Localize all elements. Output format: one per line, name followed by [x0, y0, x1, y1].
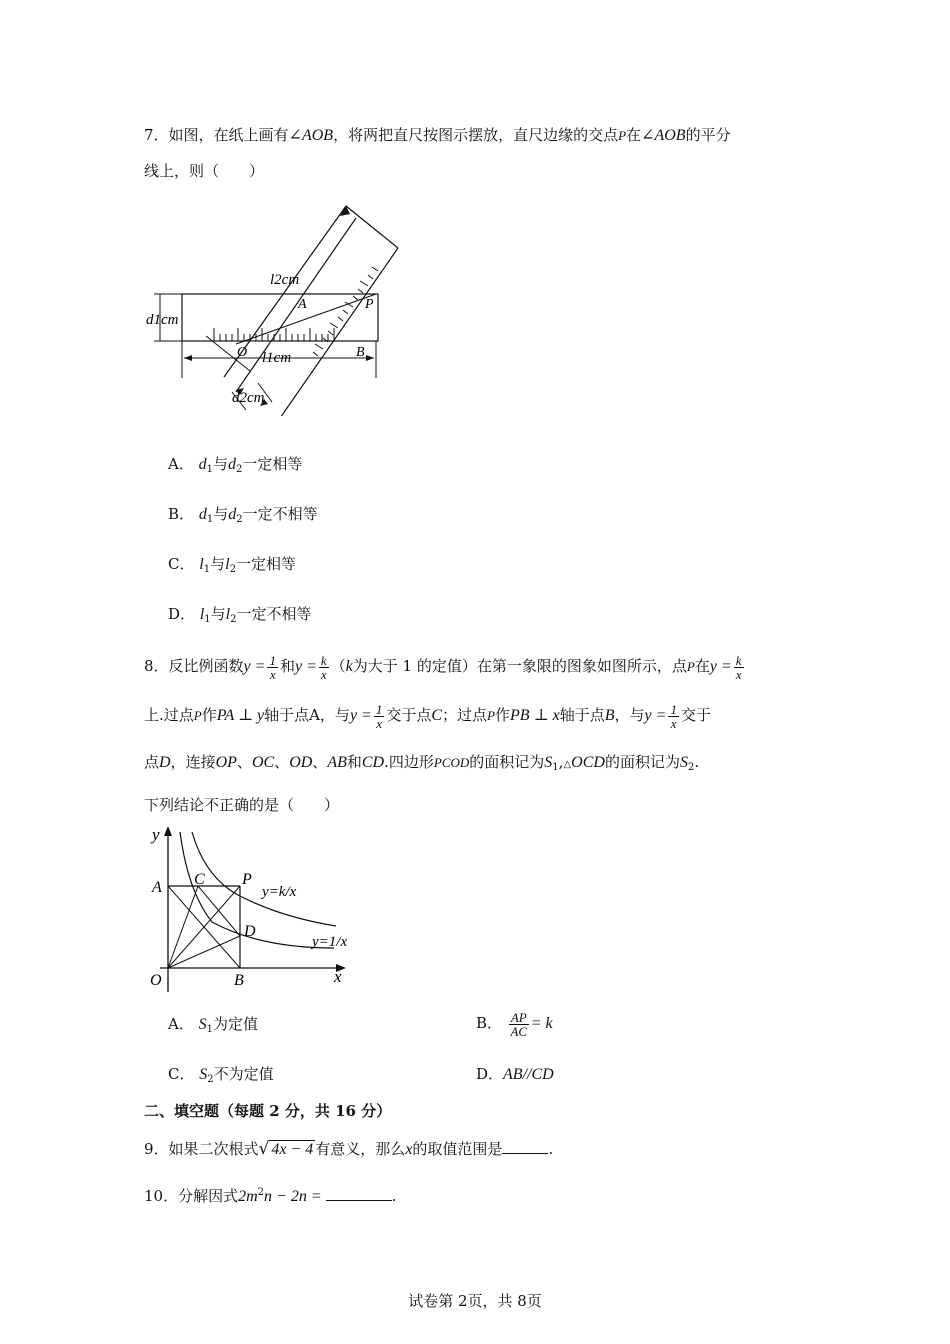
label-p: P — [365, 297, 374, 312]
var-x: x — [405, 1141, 413, 1158]
label-d: D — [244, 923, 256, 940]
option-letter: B． — [168, 505, 195, 523]
text: 一定相等 — [235, 555, 296, 573]
curve-y-1-over-x — [180, 832, 334, 948]
radicand: 4x − 4 — [271, 1141, 314, 1158]
answer-blank[interactable] — [502, 1139, 548, 1154]
text: ；过点 — [442, 706, 488, 724]
section-2-title: 二、填空题（每题 2 分，共 16 分） — [144, 1102, 392, 1120]
label-d1: d1cm — [146, 312, 179, 328]
y-eq: y = — [294, 658, 317, 675]
label-d2: d2cm — [232, 390, 265, 406]
page-footer: 试卷第 2页，共 8页 — [408, 1292, 542, 1310]
seg-od: OD — [289, 754, 313, 771]
dot: . — [694, 753, 700, 771]
triangle-symbol: △ — [563, 759, 572, 770]
pb-perp-x: PB ⊥ x — [510, 707, 560, 724]
y-eq: y = — [243, 658, 266, 675]
label-l2: l2cm — [270, 272, 300, 288]
q8-option-c[interactable] — [168, 1063, 274, 1091]
num: k — [320, 652, 327, 668]
angle-aob: ∠AOB — [641, 127, 686, 144]
var: d — [198, 456, 207, 473]
var: l — [199, 556, 204, 573]
text: 一定不相等 — [242, 505, 318, 523]
text: 与 — [213, 455, 229, 473]
text: 9．如果二次根式 — [144, 1140, 259, 1158]
sub: 1 — [206, 464, 213, 475]
answer-blank[interactable] — [326, 1186, 392, 1201]
quad-pcod: PCOD — [433, 755, 470, 770]
var-s: S — [198, 1016, 207, 1033]
var-s: S — [679, 754, 688, 771]
text: 有意义，那么 — [315, 1140, 406, 1158]
label-l1: l1cm — [262, 350, 292, 366]
q7-option-d[interactable] — [168, 603, 312, 631]
point-c: C — [431, 707, 443, 724]
q8-option-a[interactable] — [168, 1013, 258, 1041]
q7-option-b[interactable] — [168, 503, 318, 531]
q7-option-a[interactable] — [168, 453, 302, 481]
text: 轴于点 — [559, 706, 605, 724]
seg-oc: OC — [251, 754, 275, 771]
text: 在 — [694, 657, 710, 675]
frac-1-x — [374, 703, 385, 730]
text: ，连接 — [170, 753, 216, 771]
horizontal-ruler — [182, 294, 378, 341]
point-b: B — [604, 707, 615, 724]
label-curve-1: y=1/x — [312, 934, 348, 950]
sup: 2 — [257, 1187, 265, 1198]
label-b: B — [234, 972, 244, 989]
q9 — [144, 1138, 553, 1161]
sub: 1 — [204, 614, 211, 625]
tri-ocd: OCD — [571, 754, 605, 771]
var: l — [225, 556, 230, 573]
text: 一定相等 — [242, 455, 303, 473]
q7-stem-line2: 线上，则（ ） — [144, 162, 265, 180]
text: 与 — [213, 505, 229, 523]
text: ，与 — [614, 706, 645, 724]
sub: 2 — [207, 1074, 214, 1085]
den: x — [269, 666, 276, 682]
option-letter: D． — [476, 1065, 504, 1083]
point-p: P — [686, 659, 695, 674]
q8-stem-line4: 下列结论不正确的是（ ） — [144, 796, 340, 814]
y-eq: y = — [644, 707, 667, 724]
var: l — [199, 606, 205, 623]
text: 与 — [210, 605, 226, 623]
q7-text: 在 — [626, 126, 642, 144]
option-letter: C． — [168, 555, 195, 573]
text: .四边形 — [384, 753, 434, 771]
sep: 、 — [274, 753, 290, 771]
point-p: P — [193, 708, 202, 723]
var: d — [228, 456, 237, 473]
text: 的面积记为 — [604, 753, 680, 771]
text: 交于点 — [386, 706, 432, 724]
q7-text: ，将两把直尺按图示摆放，直尺边缘的交点 — [333, 126, 619, 144]
var: d — [198, 506, 207, 523]
text: 和 — [279, 657, 295, 675]
sub: 2 — [229, 564, 236, 575]
den: AC — [510, 1023, 528, 1039]
frac-k-x — [734, 654, 744, 681]
text: 为定值 — [213, 1015, 259, 1033]
label-p: P — [242, 871, 252, 888]
frac-1-x — [668, 703, 679, 730]
num: 1 — [670, 701, 677, 717]
angle-aob: ∠AOB — [288, 127, 334, 144]
var-s: S — [544, 754, 553, 771]
text: 为大于 1 的定值）在第一象限的图象如图所示，点 — [352, 657, 687, 675]
text: . — [548, 1140, 554, 1158]
sep: 、 — [312, 753, 328, 771]
label-o: O — [150, 972, 162, 989]
option-letter: D． — [168, 605, 196, 623]
pa-perp-y: PA ⊥ y — [216, 707, 265, 724]
sub: 1 — [203, 564, 211, 575]
rhs: = k — [530, 1015, 553, 1032]
var: l — [225, 606, 231, 623]
sub: 1 — [206, 1024, 213, 1035]
option-letter: C． — [168, 1065, 195, 1083]
var-k: k — [345, 658, 353, 675]
sub: 2 — [236, 464, 243, 475]
text: 与 — [210, 555, 226, 573]
frac-k-x — [319, 654, 329, 681]
text: 8．反比例函数 — [144, 657, 244, 675]
sub: 1 — [552, 762, 559, 773]
point-p: P — [487, 708, 495, 723]
text: AB//CD — [503, 1066, 554, 1083]
text: 上.过点 — [144, 706, 194, 724]
label-curve-k: y=k/x — [262, 884, 297, 900]
q10 — [144, 1182, 396, 1208]
sub: 2 — [687, 762, 695, 773]
den: x — [670, 715, 677, 731]
var: d — [228, 506, 237, 523]
label-o: O — [237, 345, 248, 360]
label-x: x — [334, 967, 342, 986]
text: 的面积记为 — [469, 753, 545, 771]
point-p: P — [618, 128, 627, 143]
text: 和 — [346, 753, 362, 771]
text: 轴于点A，与 — [264, 706, 350, 724]
text: . — [391, 1187, 397, 1205]
q8-stem-line3 — [144, 751, 699, 779]
option-letter: A． — [168, 455, 194, 473]
text: （ — [330, 657, 346, 675]
num: 1 — [375, 701, 383, 717]
q8-stem-line2 — [144, 695, 711, 735]
text: 点 — [144, 753, 160, 771]
label-c: C — [194, 871, 205, 888]
q7-option-c[interactable] — [168, 553, 296, 581]
sub: 2 — [230, 614, 237, 625]
q8-option-b[interactable] — [476, 1003, 553, 1043]
text: 作 — [201, 706, 217, 724]
num: k — [735, 652, 742, 668]
label-y: y — [152, 825, 160, 844]
point-d: D — [159, 754, 171, 771]
q7-stem-line1 — [144, 124, 731, 147]
label-b: B — [356, 345, 365, 360]
q8-stem-line1 — [144, 646, 746, 686]
text: 一定不相等 — [236, 605, 312, 623]
option-letter: A． — [168, 1015, 194, 1033]
q7-text: 7．如图，在纸上画有 — [144, 126, 289, 144]
num: AP — [510, 1009, 527, 1025]
var-s: S — [199, 1066, 208, 1083]
curve-y-k-over-x — [192, 832, 336, 926]
den: x — [320, 666, 327, 682]
sep: 、 — [236, 753, 252, 771]
sub: 1 — [206, 514, 214, 525]
y-eq: y = — [709, 658, 732, 675]
q7-ruler-figure — [140, 196, 420, 416]
seg-op: OP — [215, 754, 237, 771]
frac-ap-ac — [509, 1011, 529, 1038]
text: 交于 — [680, 706, 711, 724]
y-eq: y = — [349, 707, 372, 724]
label-a: A — [298, 297, 307, 312]
text: 10．分解因式 — [144, 1187, 239, 1205]
sqrt-sign: √ — [258, 1139, 270, 1159]
text: 的取值范围是 — [412, 1140, 503, 1158]
den: x — [735, 666, 742, 682]
frac-1-x — [267, 654, 278, 681]
expr: n − 2n = — [264, 1188, 322, 1205]
expr: 2m — [238, 1188, 258, 1205]
label-a: A — [152, 879, 162, 896]
sub: 2 — [236, 514, 243, 525]
comma: , — [558, 753, 564, 771]
q7-text: 的平分 — [685, 126, 731, 144]
den: x — [376, 715, 382, 731]
q8-option-d[interactable] — [476, 1063, 554, 1086]
text: 作 — [495, 706, 511, 724]
option-letter: B． — [476, 1014, 503, 1032]
seg-cd: CD — [361, 754, 385, 771]
q8-hyperbola-figure — [140, 822, 360, 997]
num: 1 — [269, 652, 276, 668]
seg-ab: AB — [327, 754, 347, 771]
text: 不为定值 — [213, 1065, 274, 1083]
